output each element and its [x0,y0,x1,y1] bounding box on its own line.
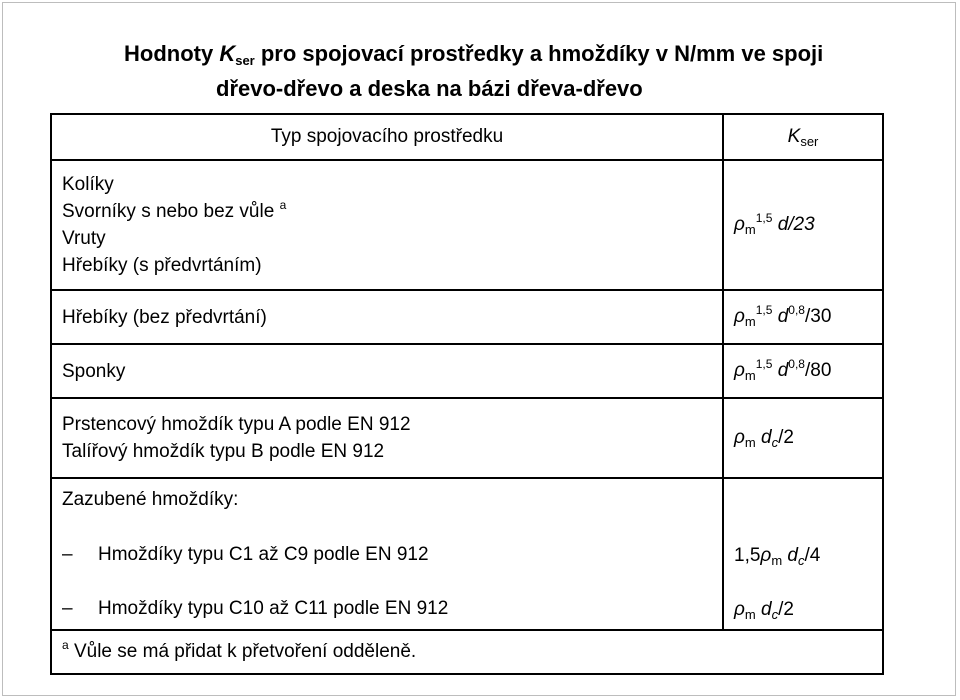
fastener-item [62,595,712,622]
footnote-row [51,630,883,674]
kser-formula [734,545,872,568]
title-line2: dřevo-dřevo a deska na bázi dřeva-dřevo [216,76,643,101]
rho-symbol: ρ [734,305,745,327]
exponent: 1,5 [755,302,773,317]
dash-bullet: – [62,543,73,565]
kser-table [50,113,884,675]
formula-rest: d/23 [772,213,815,235]
table-row [51,344,883,398]
d-symbol: d [782,544,799,566]
kser-formula-pair [723,478,883,630]
fastener-cell [51,160,723,290]
title-text-a: Hodnoty [124,41,220,66]
fastener-cell [51,290,723,344]
formula-rest: /80 [804,359,832,381]
formula-rest: /2 [778,426,794,448]
fastener-label: Svorníky s nebo bez vůle [62,201,275,222]
exponent: 1,5 [755,210,773,225]
d-subscript: c [771,434,779,450]
fastener-cell [51,344,723,398]
formula-stack [734,486,872,622]
fastener-label-with-note [62,198,712,225]
d-subscript: c [771,607,779,622]
fastener-label: Sponky [62,360,126,382]
fastener-label: Hmoždíky typu C1 až C9 podle EN 912 [98,543,429,565]
fastener-label: Kolíky [62,174,114,195]
table-row [51,160,883,290]
title-k-subscript: ser [235,53,255,68]
fastener-item [62,541,712,568]
fastener-cell [51,478,723,630]
exponent: 1,5 [755,356,773,371]
rho-subscript: m [744,607,756,622]
d-exponent: 0,8 [788,356,805,371]
d-symbol: d [772,305,789,327]
d-symbol: d [755,599,772,620]
kser-formula [723,290,883,344]
rho-symbol: ρ [734,213,745,235]
rho-subscript: m [744,434,756,450]
footnote-cell [51,630,883,674]
formula-rest: /30 [804,305,832,327]
footnote-text: Vůle se má přidat k přetvoření odděleně. [68,641,417,662]
title-text-b: pro spojovací prostředky a hmoždíky v N/mm ve spoji [254,41,824,66]
fastener-label: Vruty [62,228,106,249]
rho-symbol: ρ [734,599,745,620]
rho-symbol: ρ [760,544,772,566]
table-header-row [51,114,883,160]
formula-spacer [734,486,872,513]
rho-subscript: m [771,552,783,568]
title-k-symbol: K [219,41,236,66]
fastener-heading: Zazubené hmoždíky: [62,489,239,510]
fastener-label: Prstencový hmoždík typu A podle EN 912 [62,414,411,435]
d-subscript: c [798,552,805,568]
header-k-subscript: ser [800,133,819,149]
fastener-cell [51,398,723,478]
kser-formula [723,160,883,290]
formula-rest: /4 [804,544,821,566]
footnote-marker: a [62,638,69,652]
rho-subscript: m [744,367,756,383]
d-symbol: d [772,359,789,381]
header-type: Typ spojovacího prostředku [51,114,723,160]
kser-formula [723,398,883,478]
table-row [51,478,883,630]
rho-symbol: ρ [734,426,745,448]
fastener-label: Talířový hmoždík typu B podle EN 912 [62,441,385,462]
rho-subscript: m [744,313,756,329]
kser-formula [723,344,883,398]
title-line1 [124,41,823,66]
table-row [51,398,883,478]
d-exponent: 0,8 [788,302,805,317]
header-kser [723,114,883,160]
formula-factor: 1,5 [734,544,761,566]
header-k-symbol: K [787,125,801,147]
dash-bullet: – [62,598,73,619]
rho-subscript: m [744,221,756,237]
rho-symbol: ρ [734,359,745,381]
toothed-connectors [62,486,712,622]
footnote-marker: a [279,198,287,212]
fastener-label: Hřebíky (bez předvrtání) [62,306,267,328]
formula-rest: /2 [778,599,794,620]
fastener-label: Hřebíky (s předvrtáním) [62,255,262,276]
document-title [124,40,954,103]
table-row [51,290,883,344]
kser-formula [734,599,872,622]
d-symbol: d [755,426,772,448]
fastener-label: Hmoždíky typu C10 až C11 podle EN 912 [98,598,449,619]
